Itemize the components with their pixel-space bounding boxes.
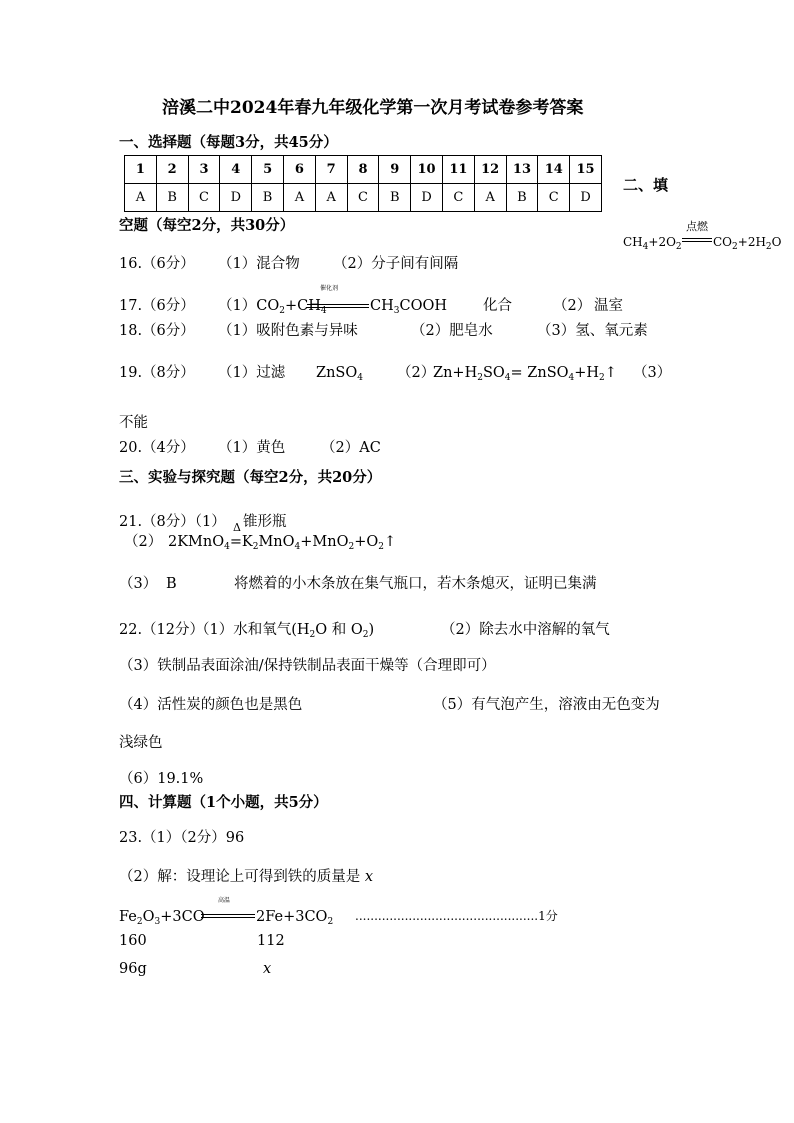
q19-equation: $Zn+H_2SO_4=$ $ZnSO_4+H_2↑$ (433, 365, 617, 383)
answer-table-answer-cell: B (506, 184, 538, 212)
answer-table-answer-cell: D (570, 184, 602, 212)
q17-equation-rhs: $CH_3COOH$ (370, 298, 447, 316)
equals-bar (682, 238, 712, 242)
answer-table-answer-cell: B (379, 184, 411, 212)
answer-table-number-cell: 4 (220, 156, 252, 184)
q20-answer-2: （2）AC (321, 440, 381, 456)
q23-mass-2: 112 (257, 933, 285, 949)
delta-symbol: Δ (233, 521, 241, 534)
condition-label: 点燃 (686, 220, 708, 233)
answer-table-number-cell: 10 (411, 156, 443, 184)
high-temp-label: 高温 (218, 897, 231, 904)
q22-answer-2: （2）除去水中溶解的氧气 (441, 622, 610, 638)
q22-answer-4: （4）活性炭的颜色也是黑色 (119, 697, 303, 713)
answer-table-number-cell: 2 (156, 156, 188, 184)
q17-equation-lhs: $(1)CO_2+CH_4$ (218, 298, 327, 316)
answer-table-answer-cell: C (347, 184, 379, 212)
q21-answer-2: （2） (124, 534, 163, 550)
answer-table-answer-cell: A (125, 184, 157, 212)
q19-answer-6: 不能 (119, 415, 148, 431)
answer-table-answer-cell: C (442, 184, 474, 212)
answer-table-answer-cell: B (156, 184, 188, 212)
q18-answer-1: （1）吸附色素与异味 (218, 323, 358, 339)
answer-table-answer-cell: D (411, 184, 443, 212)
answer-table-number-cell: 8 (347, 156, 379, 184)
q22-number: 22.（12分） (119, 622, 205, 638)
answer-table-number-cell: 14 (538, 156, 570, 184)
q23-mass-4: x (263, 961, 272, 977)
q20-answer-1: （1）黄色 (218, 440, 286, 456)
q17-number: 17.（6分） (119, 298, 195, 314)
equation-rhs: $CO_2+2H_2O$ (713, 235, 782, 252)
section2-heading-part2: 空题（每空2分，共30分） (119, 217, 295, 234)
answer-table-number-cell: 15 (570, 156, 602, 184)
q22-answer-1: （1）水和氧气($H_2O$ 和 $O_2$) (195, 622, 375, 640)
equals-bar (201, 914, 255, 918)
q19-answer-2: ZnSO$_4$ (316, 365, 363, 383)
q23-equation-rhs: $2Fe+3CO_2$ (256, 909, 334, 927)
answer-table-numbers (125, 156, 602, 184)
answer-table-answer-cell: A (283, 184, 315, 212)
q23-mass-3: 96g (119, 961, 147, 977)
answer-table-number-cell: 12 (474, 156, 506, 184)
q19-number: 19.（8分） (119, 365, 195, 381)
q23-equation-lhs: $Fe_2O_3+3CO$ (119, 909, 205, 927)
q23-score-dots: ................................................1分 (355, 909, 558, 923)
answer-table-number-cell: 7 (315, 156, 347, 184)
answer-table-answers (125, 184, 602, 212)
q22-answer-5: （5）有气泡产生，溶液由无色变为 (433, 697, 660, 713)
q22-answer-3: （3）铁制品表面涂油/保持铁制品表面干燥等（合理即可） (119, 658, 496, 674)
q23-answer-2: （2）解：设理论上可得到铁的质量是 x (119, 869, 374, 885)
q18-answer-2: （2）肥皂水 (411, 323, 493, 339)
answer-table-number-cell: 11 (442, 156, 474, 184)
answer-table-number-cell: 3 (188, 156, 220, 184)
q17-answer-3: （2） (553, 298, 592, 314)
q21-equation: $2KMnO_4=K_2MnO_4+MnO_2+O_2↑$ (168, 534, 397, 552)
q23-mass-1: 160 (119, 933, 147, 949)
q17-answer-4: 温室 (594, 298, 623, 314)
q16-number: 16.（6分） (119, 256, 195, 272)
q21-answer-1: 锥形瓶 (243, 514, 287, 530)
q21-answer-3: （3） (119, 576, 158, 592)
q20-number: 20.（4分） (119, 440, 195, 456)
answer-table-number-cell: 6 (283, 156, 315, 184)
answer-table-answer-cell: D (220, 184, 252, 212)
answer-table-answer-cell: A (474, 184, 506, 212)
q19-answer-1: （1）过滤 (218, 365, 286, 381)
answer-table-answer-cell: B (252, 184, 284, 212)
q22-answer-6: 浅绿色 (119, 735, 163, 751)
q17-answer-2: 化合 (483, 298, 512, 314)
q21-answer-4: B (166, 576, 177, 592)
q16-answer-1: （1）混合物 (218, 256, 300, 272)
answer-table-number-cell: 5 (252, 156, 284, 184)
answer-table-number-cell: 13 (506, 156, 538, 184)
catalyst-label: 催化剂 (320, 285, 339, 292)
section1-heading: 一、选择题（每题3分，共45分） (119, 134, 338, 151)
q23-number: 23.（1）（2分）96 (119, 830, 245, 846)
q21-answer-5: 将燃着的小木条放在集气瓶口，若木条熄灭，证明已集满 (234, 576, 597, 592)
answer-table (124, 155, 602, 212)
q19-answer-5: （3） (633, 365, 672, 381)
section4-heading: 四、计算题（1个小题，共5分） (119, 794, 328, 811)
page-title: 涪溪二中2024年春九年级化学第一次月考试卷参考答案 (162, 98, 584, 118)
answer-table-answer-cell: C (188, 184, 220, 212)
section2-heading-part1: 二、填 (623, 176, 669, 194)
answer-table-number-cell: 9 (379, 156, 411, 184)
q21-number: 21.（8分）（1） (119, 514, 226, 530)
equals-bar (307, 304, 369, 308)
answer-table-number-cell: 1 (125, 156, 157, 184)
section3-heading: 三、实验与探究题（每空2分，共20分） (119, 469, 382, 486)
q16-answer-2: （2）分子间有间隔 (333, 256, 459, 272)
q18-answer-3: （3）氢、氧元素 (537, 323, 648, 339)
answer-table-answer-cell: C (538, 184, 570, 212)
q19-answer-3: （2） (397, 365, 436, 381)
q18-number: 18.（6分） (119, 323, 195, 339)
answer-table-answer-cell: A (315, 184, 347, 212)
equation-lhs: $CH_4+2O_2$ (623, 235, 682, 252)
q22-answer-7: （6）19.1% (119, 771, 204, 787)
